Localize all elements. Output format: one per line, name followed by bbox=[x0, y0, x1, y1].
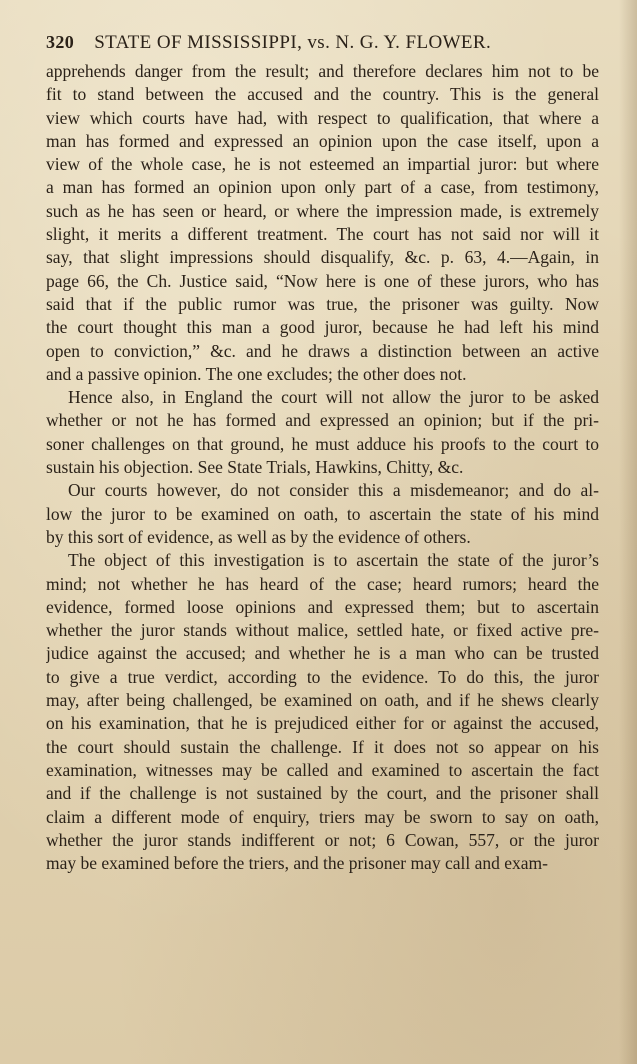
paragraph bbox=[46, 60, 599, 386]
text-line: on his examination, that he is prejudiced either for or against the accused, bbox=[46, 713, 599, 734]
text-line: soner challenges on that ground, he must adduce his proofs to the court to bbox=[46, 433, 599, 454]
text-line: by this sort of evidence, as well as by the evidence of others. bbox=[46, 526, 471, 547]
text-line: may be examined before the triers, and the prisoner may call and exam- bbox=[46, 853, 548, 874]
text-line: view of the whole case, he is not esteemed an impartial juror: but where bbox=[46, 154, 599, 175]
text-line: fit to stand between the accused and the country. This is the general bbox=[46, 84, 599, 105]
body-text bbox=[46, 60, 599, 875]
text-line: claim a different mode of enquiry, triers may be sworn to say on oath, bbox=[46, 806, 599, 827]
text-line: view which courts have had, with respect to qualification, that where a bbox=[46, 107, 599, 128]
text-line: mind; not whether he has heard of the case; heard rumors; heard the bbox=[46, 573, 599, 594]
text-line: apprehends danger from the result; and therefore declares him not to be bbox=[46, 61, 599, 81]
text-line: open to conviction,” &c. and he draws a distinction between an active bbox=[46, 340, 599, 361]
text-line: evidence, formed loose opinions and expressed them; but to ascertain bbox=[46, 596, 599, 617]
text-line: The object of this investigation is to ascertain the state of the juror’s bbox=[68, 550, 599, 571]
text-line: Our courts however, do not consider this a misdemeanor; and do al- bbox=[68, 480, 599, 501]
paragraph bbox=[46, 479, 599, 549]
text-line: and a passive opinion. The one excludes; the other does not. bbox=[46, 363, 467, 384]
text-line: whether or not he has formed and expressed an opinion; but if the pri- bbox=[46, 410, 599, 431]
text-line: low the juror to be examined on oath, to ascertain the state of his mind bbox=[46, 503, 599, 524]
text-line: slight, it merits a different treatment. The court has not said nor will it bbox=[46, 224, 599, 245]
text-line: a man has formed an opinion upon only part of a case, from testimony, bbox=[46, 177, 599, 198]
text-line: whether the juror stands indifferent or not; 6 Cowan, 557, or the juror bbox=[46, 829, 599, 850]
text-line: and if the challenge is not sustained by the court, and the prisoner shall bbox=[46, 783, 599, 804]
text-line: Hence also, in England the court will not allow the juror to be asked bbox=[68, 387, 599, 408]
text-line: may, after being challenged, be examined on oath, and if he shews clearly bbox=[46, 690, 599, 711]
text-line: examination, witnesses may be called and examined to ascertain the fact bbox=[46, 759, 599, 780]
text-line: to give a true verdict, according to the evidence. To do this, the juror bbox=[46, 666, 599, 687]
text-line: page 66, the Ch. Justice said, “Now here is one of these jurors, who has bbox=[46, 270, 599, 291]
text-line: man has formed and expressed an opinion upon the case itself, upon a bbox=[46, 130, 599, 151]
text-line: the court should sustain the challenge. If it does not so appear on his bbox=[46, 736, 599, 757]
text-line: judice against the accused; and whether he is a man who can be trusted bbox=[46, 643, 599, 664]
text-line: the court thought this man a good juror, because he had left his mind bbox=[46, 317, 599, 338]
text-line: such as he has seen or heard, or where the impression made, is extremely bbox=[46, 200, 599, 221]
text-line: said that if the public rumor was true, the prisoner was guilty. Now bbox=[46, 293, 599, 314]
running-head-title: STATE OF MISSISSIPPI, vs. N. G. Y. FLOWER. bbox=[94, 32, 492, 53]
text-line: say, that slight impressions should disqualify, &c. p. 63, 4.—Again, in bbox=[46, 247, 599, 268]
text-line: sustain his objection. See State Trials, Hawkins, Chitty, &c. bbox=[46, 457, 464, 478]
text-line: whether the juror stands without malice, settled hate, or fixed active pre- bbox=[46, 620, 599, 641]
running-head bbox=[46, 32, 599, 54]
page-number: 320 bbox=[46, 32, 75, 52]
paragraph bbox=[46, 386, 599, 479]
paragraph bbox=[46, 549, 599, 875]
